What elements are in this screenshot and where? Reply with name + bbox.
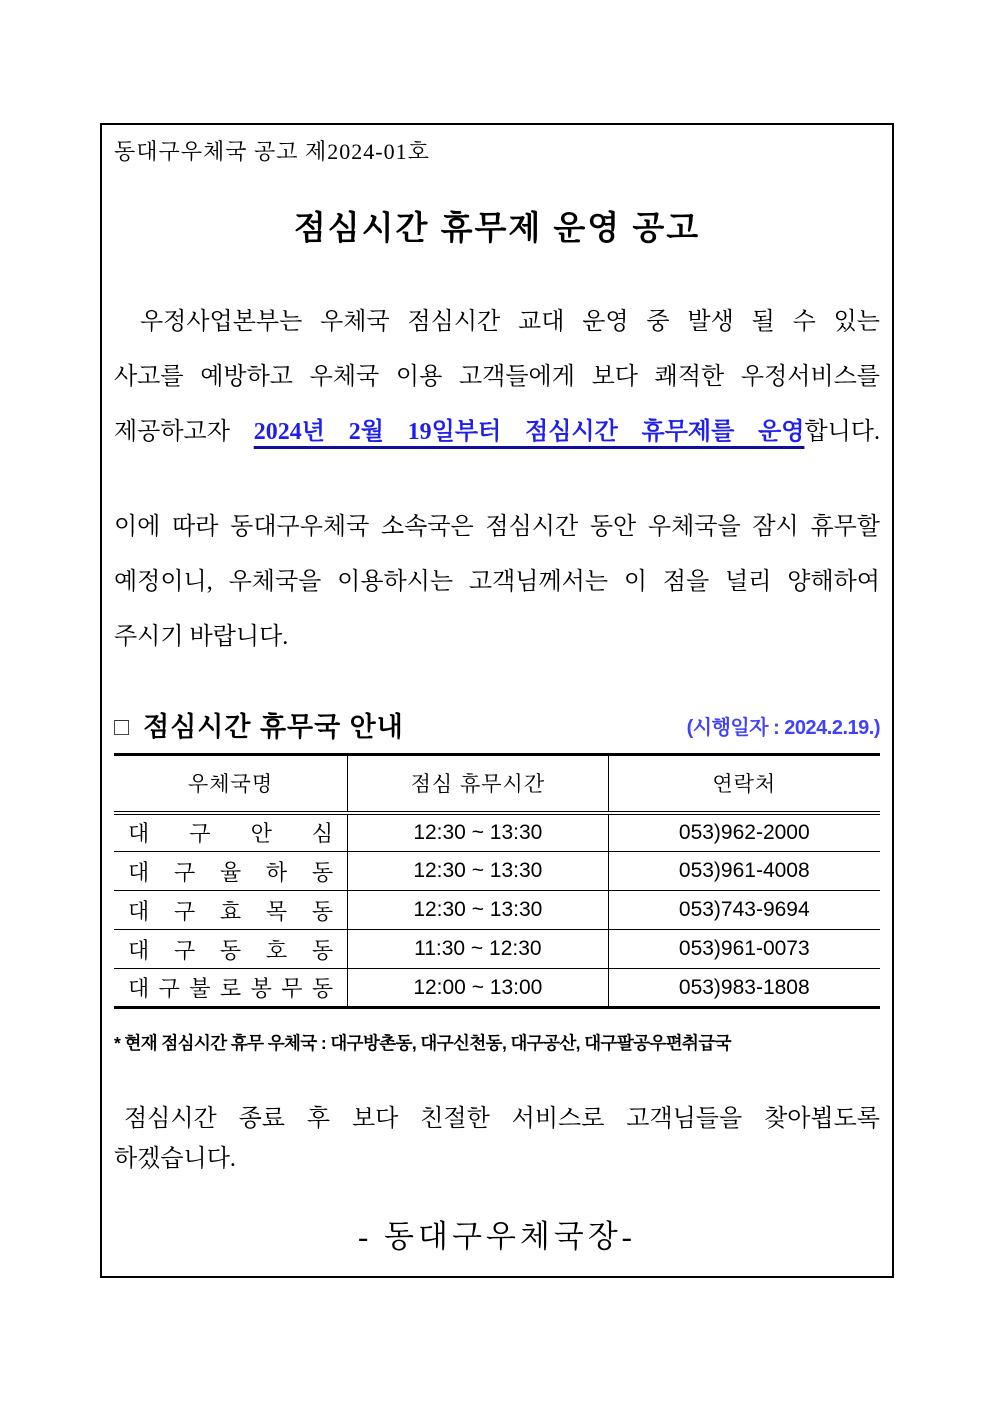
effective-date-label: (시행일자 : 2024.2.19.): [686, 717, 880, 739]
intro-line-3: [114, 405, 880, 460]
notice-number: 동대구우체국 공고 제2024-01호: [114, 139, 430, 164]
notice-title: 점심시간 휴무제 운영 공고: [293, 209, 701, 246]
intro-paragraph: [114, 295, 880, 460]
table-row: [114, 852, 880, 891]
table-header-row: [114, 755, 880, 813]
closure-time-cell: 12:30 ~ 13:30: [348, 891, 608, 930]
closing-line-1: 점심시간 종료 후 보다 친절한 서비스로 고객님들을 찾아뵙도록: [124, 1106, 880, 1132]
signature-text: - 동대구우체국장-: [357, 1219, 637, 1254]
intro-line-2: 사고를 예방하고 우체국 이용 고객들에게 보다 쾌적한 우정서비스를: [114, 364, 880, 390]
contact-cell: 053)962-2000: [608, 813, 880, 852]
followup-line-1: 이에 따라 동대구우체국 소속국은 점심시간 동안 우체국을 잠시 휴무할: [114, 514, 880, 540]
intro-line-3-prefix: 제공하고자: [114, 419, 254, 445]
highlight-date-text: 2024년 2월 19일부터 점심시간 휴무제를 운영: [253, 419, 805, 445]
table-row: [114, 813, 880, 852]
contact-cell: 053)961-0073: [608, 930, 880, 969]
followup-line-2: 예정이니, 우체국을 이용하시는 고객님께서는 이 점을 널리 양해하여: [114, 569, 880, 595]
section-header-row: [114, 709, 880, 745]
table-row: [114, 930, 880, 969]
table-row: [114, 891, 880, 930]
footnote-text: * 현재 점심시간 휴무 우체국 : 대구방촌동, 대구신천동, 대구공산, 대구팔공우편취급국: [114, 1033, 731, 1053]
section-title: 점심시간 휴무국 안내: [143, 712, 404, 742]
column-header-contact: 연락처: [608, 755, 880, 813]
closure-time-cell: 11:30 ~ 12:30: [348, 930, 608, 969]
contact-cell: 053)743-9694: [608, 891, 880, 930]
contact-cell: 053)983-1808: [608, 969, 880, 1008]
intro-line-3-suffix: 합니다.: [804, 419, 880, 445]
closing-line-2: 하겠습니다.: [114, 1146, 236, 1172]
office-name-cell: 대 구 율 하 동: [114, 852, 348, 891]
section-heading: [114, 709, 404, 745]
column-header-time: 점심 휴무시간: [348, 755, 608, 813]
contact-cell: 053)961-4008: [608, 852, 880, 891]
office-name-cell: 대 구 불 로 봉 무 동: [128, 976, 334, 1001]
intro-line-1: 우정사업본부는 우체국 점심시간 교대 운영 중 발생 될 수 있는: [140, 309, 880, 335]
closure-table: [114, 753, 880, 1009]
closing-paragraph: [114, 1099, 880, 1179]
closure-time-cell: 12:00 ~ 13:00: [348, 969, 608, 1008]
closure-time-cell: 12:30 ~ 13:30: [348, 813, 608, 852]
followup-line-3: 주시기 바랍니다.: [114, 624, 289, 650]
notice-document: [100, 123, 894, 1278]
table-row: [114, 969, 880, 1008]
column-header-office: 우체국명: [114, 755, 348, 813]
office-name-cell: 대 구 안 심: [114, 813, 348, 852]
office-name-cell: 대 구 동 호 동: [114, 930, 348, 969]
square-bullet-icon: □: [114, 713, 130, 741]
office-name-cell: 대 구 효 목 동: [114, 891, 348, 930]
closure-time-cell: 12:30 ~ 13:30: [348, 852, 608, 891]
followup-paragraph: [114, 500, 880, 665]
